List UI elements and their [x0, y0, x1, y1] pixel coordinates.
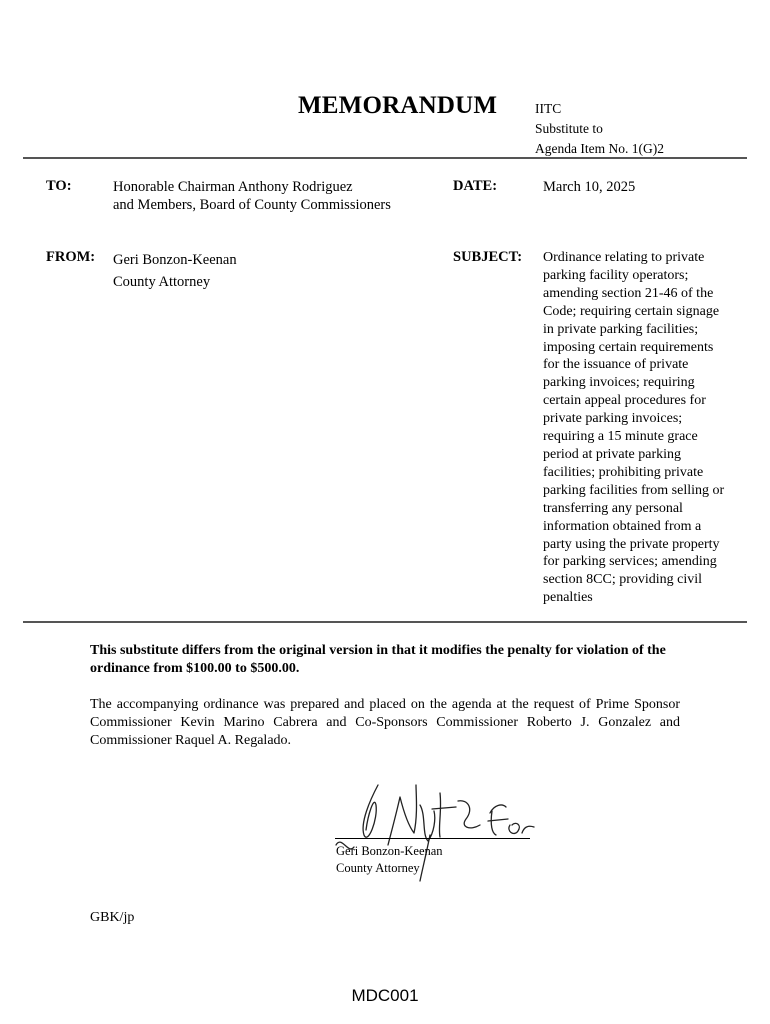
subject-line: transferring any personal	[543, 500, 683, 516]
subject-line: for parking services; amending	[543, 554, 717, 570]
subject-divider	[23, 621, 747, 623]
subject-line: party using the private property	[543, 536, 720, 552]
subject-line: certain appeal procedures for	[543, 393, 706, 409]
subject-line: penalties	[543, 590, 593, 606]
from-label: FROM:	[46, 249, 96, 265]
date-value: March 10, 2025	[543, 179, 636, 195]
from-sender	[113, 249, 237, 293]
substitute-note: This substitute differs from the original version in that it modifies the penalty for violation of the ordinance from $100.00 to $500.00.	[90, 643, 666, 676]
subject-line: information obtained from a	[543, 518, 702, 534]
agenda-reference-line: Agenda Item No. 1(G)2	[535, 141, 664, 156]
to-line: and Members, Board of County Commissioners	[113, 197, 391, 213]
to-line: Honorable Chairman Anthony Rodriguez	[113, 179, 353, 195]
to-recipient	[113, 178, 391, 214]
signer-name: Geri Bonzon-Keenan	[336, 844, 443, 858]
agenda-reference-line: Substitute to	[535, 121, 603, 136]
page-footer: MDC001	[351, 986, 419, 1005]
subject-line: period at private parking	[543, 446, 682, 462]
subject-line: Ordinance relating to private	[543, 250, 705, 265]
subject-line: in private parking facilities;	[543, 321, 699, 337]
agenda-reference-line: IITC	[535, 101, 562, 116]
from-line: Geri Bonzon-Keenan	[113, 252, 237, 268]
subject-line: parking facility operators;	[543, 267, 689, 283]
subject-line: amending section 21-46 of the	[543, 285, 714, 301]
body-paragraph: The accompanying ordinance was prepared and placed on the agenda at the request of Prime Sponsor Commissioner Kevin Marino Cabrera and Co-Sponsors Commissioner Roberto J. Gonzalez and Commissioner Raquel A. Regalado.	[90, 697, 680, 748]
header-divider	[23, 157, 747, 159]
subject-line: private parking invoices;	[543, 411, 683, 427]
subject-line: for the issuance of private	[543, 357, 689, 373]
from-line: County Attorney	[113, 274, 211, 290]
agenda-reference	[535, 99, 664, 159]
signature-line	[335, 838, 530, 839]
subject-line: section 8CC; providing civil	[543, 572, 703, 588]
signature-block	[336, 843, 443, 877]
subject-text	[543, 249, 748, 607]
subject-line: facilities; prohibiting private	[543, 464, 704, 480]
subject-line: requiring a 15 minute grace	[543, 429, 698, 445]
memo-title: MEMORANDUM	[298, 92, 498, 119]
subject-line: Code; requiring certain signage	[543, 303, 720, 319]
subject-line: parking invoices; requiring	[543, 375, 695, 391]
date-label: DATE:	[453, 178, 498, 194]
typist-initials: GBK/jp	[90, 910, 135, 925]
subject-label: SUBJECT:	[453, 249, 523, 265]
to-label: TO:	[46, 178, 72, 194]
subject-line: parking facilities from selling or	[543, 482, 725, 498]
subject-line: imposing certain requirements	[543, 339, 714, 355]
signer-title: County Attorney	[336, 861, 420, 875]
